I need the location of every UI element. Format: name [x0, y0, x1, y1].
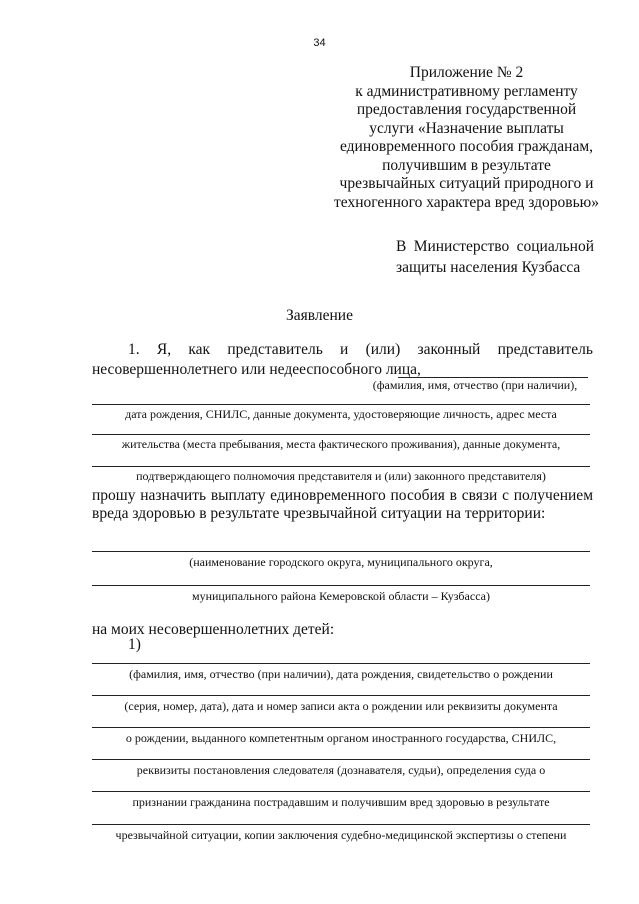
addressee-word: В — [396, 238, 407, 255]
field-caption: реквизиты постановления следователя (дознавателя, судьи), определения суда о — [136, 763, 546, 777]
addressee-word: Министерство — [413, 238, 510, 255]
appendix-line: единовременного пособия гражданам, — [339, 138, 594, 155]
field-caption: жительства (места пребывания, места фактического проживания), данные документа, — [121, 437, 561, 451]
p1-word: представитель — [497, 341, 593, 358]
territory-fill-line[interactable] — [92, 551, 590, 552]
field-caption: подтверждающего полномочия представителя и (или) законного представителя) — [136, 469, 546, 483]
paragraph-1-line-2: несовершеннолетнего или недееспособного лица, — [92, 361, 421, 378]
request-word: в — [449, 487, 457, 504]
request-word: выплату — [210, 487, 266, 504]
children-intro: на моих несовершеннолетних детей: — [92, 621, 335, 638]
appendix-line: получившим в результате — [382, 156, 551, 174]
applicant-fill-line[interactable] — [92, 466, 590, 467]
territory-fill-line[interactable] — [92, 585, 590, 586]
document-title: Заявление — [286, 307, 353, 324]
appendix-line: Приложение № 2 — [409, 64, 524, 81]
child-item-number: 1) — [128, 636, 141, 653]
request-word: получением — [513, 487, 593, 504]
field-caption: муниципального района Кемеровской области – Кузбасса) — [191, 589, 490, 603]
child-fill-line[interactable] — [92, 727, 590, 728]
addressee-line-2: защиты населения Кузбасса — [396, 259, 581, 276]
field-caption: (фамилия, имя, отчество (при наличии), — [372, 378, 578, 392]
child-fill-line[interactable] — [92, 695, 590, 696]
p1-word: 1. — [128, 341, 140, 358]
field-caption: о рождении, выданного компетентным органом иностранного государства, СНИЛС, — [125, 731, 557, 745]
request-word: с — [502, 487, 509, 504]
appendix-line: к административному регламенту — [355, 82, 578, 100]
child-fill-line[interactable] — [92, 824, 590, 825]
request-line-1 — [92, 487, 593, 505]
child-fill-line[interactable] — [92, 663, 590, 664]
appendix-line: чрезвычайных ситуаций природного и — [339, 175, 594, 192]
appendix-line: предоставления государственной — [356, 101, 577, 118]
p1-word: как — [188, 341, 211, 358]
page-number: 34 — [313, 37, 326, 49]
appendix-line: техногенного характера вред здоровью» — [334, 193, 599, 211]
request-word: связи — [461, 487, 498, 504]
request-word: прошу — [92, 487, 136, 504]
request-word: назначить — [140, 487, 207, 504]
field-caption: (фамилия, имя, отчество (при наличии), дата рождения, свидетельство о рождении — [129, 667, 553, 681]
appendix-line: услуги «Назначение выплаты — [369, 119, 564, 137]
addressee-word: социальной — [516, 238, 594, 255]
addressee — [396, 236, 594, 278]
p1-word: (или) — [365, 341, 401, 358]
child-fill-line[interactable] — [92, 791, 590, 792]
request-line-2: вреда здоровью в результате чрезвычайной ситуации на территории: — [92, 505, 546, 522]
applicant-fill-line[interactable] — [92, 404, 590, 405]
field-caption: чрезвычайной ситуации, копии заключения судебно-медицинской экспертизы о степени — [115, 828, 567, 842]
addressee-line-1 — [396, 236, 594, 257]
request-word: пособия — [390, 487, 445, 504]
p1-word: и — [340, 341, 349, 358]
field-caption: (наименование городского округа, муниципального округа, — [189, 555, 493, 569]
p1-word: законный — [417, 341, 481, 358]
p1-word: представитель — [227, 341, 323, 358]
applicant-fill-line[interactable] — [92, 434, 590, 435]
paragraph-1-line-1 — [128, 341, 593, 359]
field-caption: (серия, номер, дата), дата и номер записи акта о рождении или реквизиты документа — [124, 699, 558, 713]
p1-word: Я, — [156, 341, 172, 358]
appendix-header — [324, 64, 609, 212]
request-word: единовременного — [270, 487, 386, 504]
field-caption: дата рождения, СНИЛС, данные документа, удостоверяющие личность, адрес места — [125, 407, 557, 421]
child-fill-line[interactable] — [92, 759, 590, 760]
field-caption: признании гражданина пострадавшим и получившим вред здоровью в результате — [132, 795, 550, 809]
